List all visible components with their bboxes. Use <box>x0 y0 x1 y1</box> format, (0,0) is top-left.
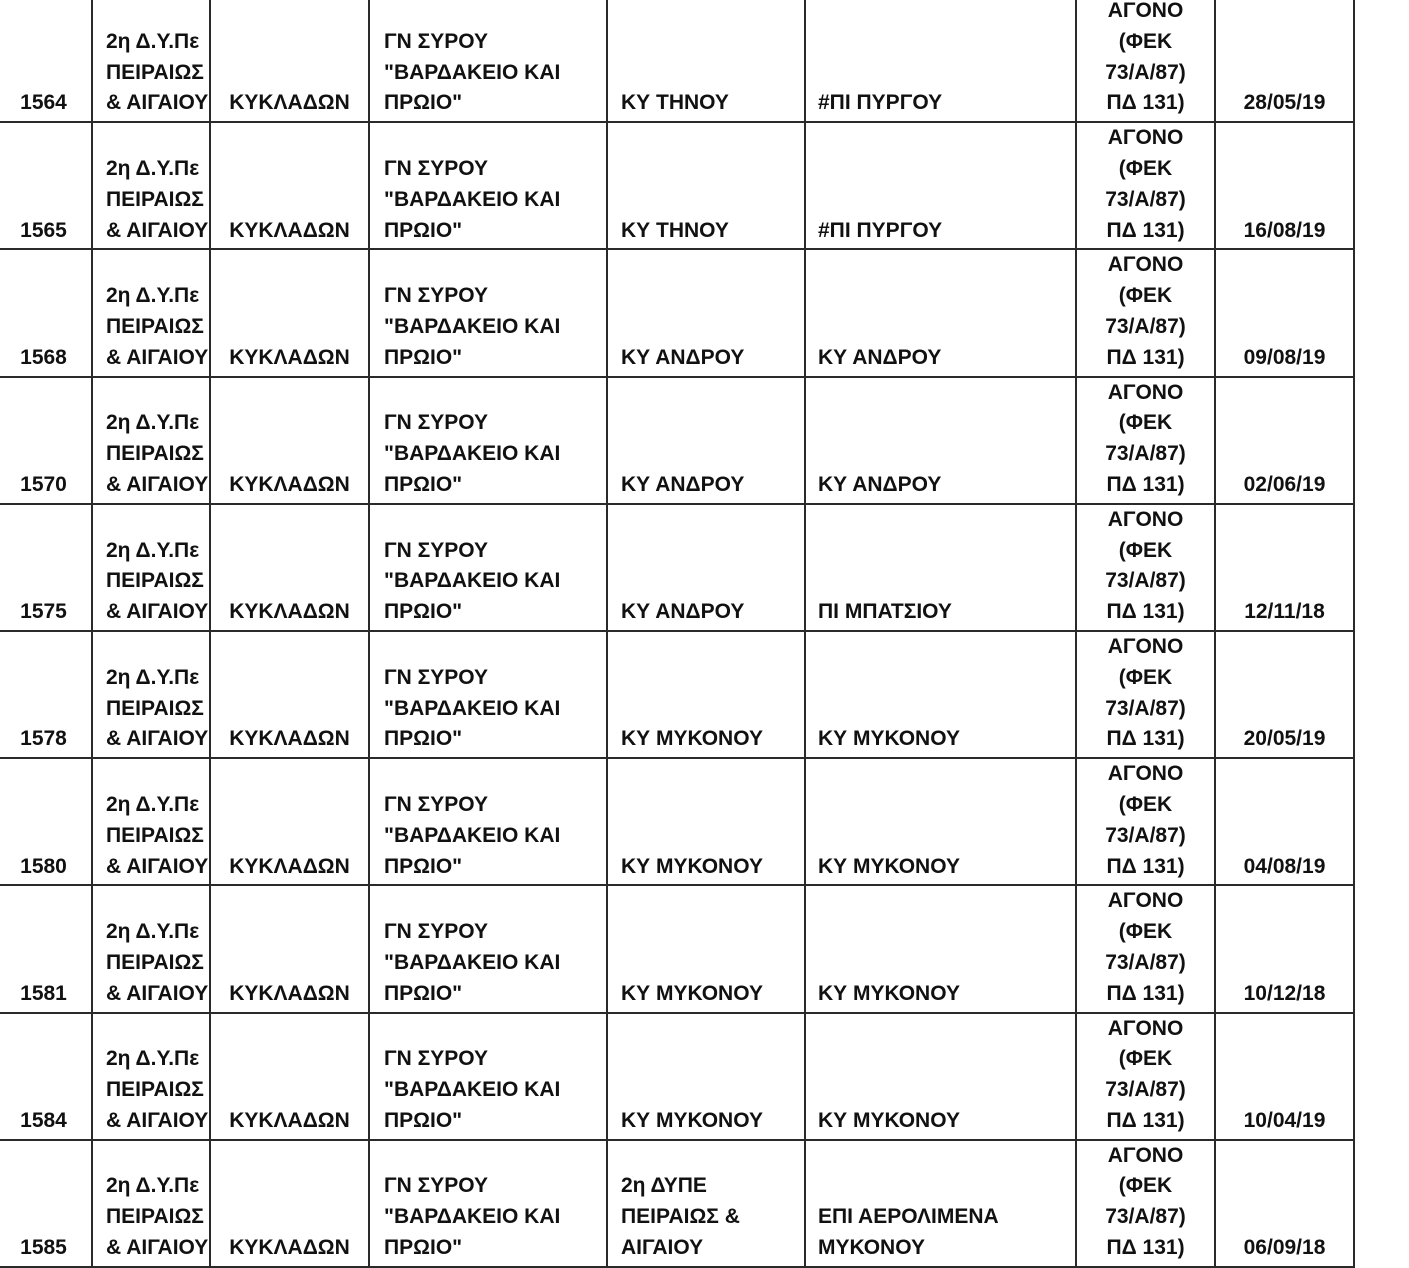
cell-status-line: (ΦΕΚ <box>1118 1047 1173 1071</box>
table-row <box>0 1013 1354 1140</box>
cell-health-unit <box>607 377 805 504</box>
cell-health-unit <box>607 0 805 122</box>
cell-hospital-line: ΓΝ ΣΥΡΟΥ <box>384 538 488 562</box>
cell-status-line: ΑΓΟΝΟ <box>1107 126 1184 150</box>
cell-health-region-line: & ΑΙΓΑΙΟΥ <box>106 345 209 369</box>
cell-status-line: ΑΓΟΝΟ <box>1107 1016 1184 1040</box>
cell-prefecture: ΚΥΚΛΑΔΩΝ <box>210 377 369 504</box>
cell-post <box>805 631 1076 758</box>
cell-hospital-line: ΠΡΩΙΟ" <box>384 472 463 496</box>
cell-health-unit-line: ΚΥ ΜΥΚΟΝΟΥ <box>621 854 763 878</box>
cell-health-unit <box>607 249 805 376</box>
cell-health-region-line: 2η Δ.Υ.Πε <box>106 920 200 944</box>
cell-hospital-line: ΠΡΩΙΟ" <box>384 345 463 369</box>
cell-health-unit <box>607 885 805 1012</box>
cell-health-region-line: ΠΕΙΡΑΙΩΣ <box>106 442 204 466</box>
table-row <box>0 122 1354 249</box>
cell-post <box>805 885 1076 1012</box>
cell-health-region-line: ΠΕΙΡΑΙΩΣ <box>106 314 204 338</box>
cell-status <box>1076 122 1215 249</box>
cell-post-line: #ΠΙ ΠΥΡΓΟΥ <box>818 218 943 242</box>
cell-hospital <box>369 377 607 504</box>
cell-prefecture: ΚΥΚΛΑΔΩΝ <box>210 885 369 1012</box>
cell-prefecture: ΚΥΚΛΑΔΩΝ <box>210 631 369 758</box>
cell-status-line: ΑΓΟΝΟ <box>1107 253 1184 277</box>
table-row <box>0 758 1354 885</box>
cell-health-region-line: ΠΕΙΡΑΙΩΣ <box>106 60 204 84</box>
cell-health-region <box>92 504 210 631</box>
cell-health-region-line: 2η Δ.Υ.Πε <box>106 29 200 53</box>
cell-hospital-line: "ΒΑΡΔΑΚΕΙΟ ΚΑΙ <box>384 950 561 974</box>
table-row <box>0 504 1354 631</box>
cell-post <box>805 377 1076 504</box>
cell-date: 20/05/19 <box>1215 631 1354 758</box>
cell-status <box>1076 1140 1215 1267</box>
cell-date: 16/08/19 <box>1215 122 1354 249</box>
cell-post <box>805 758 1076 885</box>
cell-status-line: (ΦΕΚ <box>1118 665 1173 689</box>
cell-health-region-line: 2η Δ.Υ.Πε <box>106 156 200 180</box>
cell-status-line: 73/Α/87) <box>1105 1205 1186 1229</box>
cell-post-line: ΜΥΚΟΝΟΥ <box>818 1236 925 1260</box>
cell-post <box>805 249 1076 376</box>
cell-id: 1585 <box>0 1140 92 1267</box>
cell-health-unit-line: ΠΕΙΡΑΙΩΣ & <box>621 1205 740 1229</box>
cell-status-line: ΠΔ 131) <box>1106 218 1185 242</box>
cell-prefecture: ΚΥΚΛΑΔΩΝ <box>210 1140 369 1267</box>
cell-hospital <box>369 0 607 122</box>
cell-health-unit-line: ΚΥ ΤΗΝΟΥ <box>621 91 729 115</box>
cell-post <box>805 122 1076 249</box>
cell-health-region-line: ΠΕΙΡΑΙΩΣ <box>106 187 204 211</box>
cell-health-region-line: & ΑΙΓΑΙΟΥ <box>106 727 209 751</box>
cell-health-unit-line: ΚΥ ΜΥΚΟΝΟΥ <box>621 1108 763 1132</box>
cell-hospital-line: ΠΡΩΙΟ" <box>384 727 463 751</box>
cell-date: 12/11/18 <box>1215 504 1354 631</box>
table-row <box>0 885 1354 1012</box>
cell-hospital-line: "ΒΑΡΔΑΚΕΙΟ ΚΑΙ <box>384 1205 561 1229</box>
cell-health-unit-line: ΚΥ ΑΝΔΡΟΥ <box>621 472 745 496</box>
cell-post-line: ΠΙ ΜΠΑΤΣΙΟΥ <box>818 600 952 624</box>
cell-post <box>805 1140 1076 1267</box>
cell-post <box>805 0 1076 122</box>
cell-hospital-line: ΠΡΩΙΟ" <box>384 91 463 115</box>
cell-date: 09/08/19 <box>1215 249 1354 376</box>
cell-status-line: ΠΔ 131) <box>1106 1108 1185 1132</box>
cell-hospital-line: ΓΝ ΣΥΡΟΥ <box>384 411 488 435</box>
cell-health-region <box>92 1140 210 1267</box>
cell-health-unit-line: 2η ΔΥΠΕ <box>621 1174 707 1198</box>
cell-status-line: ΑΓΟΝΟ <box>1107 762 1184 786</box>
cell-hospital <box>369 1013 607 1140</box>
cell-status-line: (ΦΕΚ <box>1118 538 1173 562</box>
cell-hospital-line: "ΒΑΡΔΑΚΕΙΟ ΚΑΙ <box>384 569 561 593</box>
cell-hospital-line: ΓΝ ΣΥΡΟΥ <box>384 792 488 816</box>
cell-hospital <box>369 631 607 758</box>
cell-hospital-line: ΓΝ ΣΥΡΟΥ <box>384 665 488 689</box>
cell-date: 02/06/19 <box>1215 377 1354 504</box>
table-row <box>0 631 1354 758</box>
cell-status-line: ΑΓΟΝΟ <box>1107 889 1184 913</box>
cell-health-region-line: 2η Δ.Υ.Πε <box>106 284 200 308</box>
cell-hospital <box>369 504 607 631</box>
table-row <box>0 1140 1354 1267</box>
cell-status-line: (ΦΕΚ <box>1118 1174 1173 1198</box>
cell-health-region-line: 2η Δ.Υ.Πε <box>106 665 200 689</box>
cell-hospital <box>369 885 607 1012</box>
cell-health-region-line: ΠΕΙΡΑΙΩΣ <box>106 950 204 974</box>
cell-prefecture: ΚΥΚΛΑΔΩΝ <box>210 758 369 885</box>
cell-status-line: 73/Α/87) <box>1105 823 1186 847</box>
cell-id: 1570 <box>0 377 92 504</box>
cell-health-region-line: & ΑΙΓΑΙΟΥ <box>106 472 209 496</box>
cell-status-line: ΠΔ 131) <box>1106 472 1185 496</box>
cell-status-line: (ΦΕΚ <box>1118 411 1173 435</box>
cell-id: 1575 <box>0 504 92 631</box>
cell-health-region-line: 2η Δ.Υ.Πε <box>106 1174 200 1198</box>
cell-post-line: ΚΥ ΑΝΔΡΟΥ <box>818 345 942 369</box>
cell-hospital-line: "ΒΑΡΔΑΚΕΙΟ ΚΑΙ <box>384 442 561 466</box>
cell-prefecture: ΚΥΚΛΑΔΩΝ <box>210 122 369 249</box>
cell-prefecture: ΚΥΚΛΑΔΩΝ <box>210 1013 369 1140</box>
cell-health-unit-line: ΚΥ ΜΥΚΟΝΟΥ <box>621 981 763 1005</box>
cell-health-region-line: ΠΕΙΡΑΙΩΣ <box>106 823 204 847</box>
table-row <box>0 0 1354 122</box>
cell-post-line: ΚΥ ΜΥΚΟΝΟΥ <box>818 854 960 878</box>
cell-health-region-line: & ΑΙΓΑΙΟΥ <box>106 1236 209 1260</box>
cell-post <box>805 504 1076 631</box>
cell-status-line: ΠΔ 131) <box>1106 981 1185 1005</box>
cell-id: 1580 <box>0 758 92 885</box>
cell-status-line: (ΦΕΚ <box>1118 792 1173 816</box>
cell-health-region <box>92 758 210 885</box>
cell-health-unit-line: ΚΥ ΑΝΔΡΟΥ <box>621 345 745 369</box>
cell-status-line: (ΦΕΚ <box>1118 29 1173 53</box>
cell-hospital-line: ΠΡΩΙΟ" <box>384 1236 463 1260</box>
cell-health-region-line: ΠΕΙΡΑΙΩΣ <box>106 1205 204 1229</box>
cell-hospital-line: "ΒΑΡΔΑΚΕΙΟ ΚΑΙ <box>384 1078 561 1102</box>
cell-hospital-line: "ΒΑΡΔΑΚΕΙΟ ΚΑΙ <box>384 314 561 338</box>
cell-hospital-line: ΓΝ ΣΥΡΟΥ <box>384 284 488 308</box>
cell-status <box>1076 249 1215 376</box>
cell-status-line: 73/Α/87) <box>1105 314 1186 338</box>
cell-hospital-line: ΓΝ ΣΥΡΟΥ <box>384 1047 488 1071</box>
cell-health-region <box>92 122 210 249</box>
cell-hospital <box>369 249 607 376</box>
cell-health-unit <box>607 122 805 249</box>
cell-prefecture: ΚΥΚΛΑΔΩΝ <box>210 504 369 631</box>
cell-health-region-line: & ΑΙΓΑΙΟΥ <box>106 1108 209 1132</box>
cell-health-region <box>92 631 210 758</box>
cell-status-line: 73/Α/87) <box>1105 569 1186 593</box>
cell-status-line: ΠΔ 131) <box>1106 600 1185 624</box>
cell-status-line: (ΦΕΚ <box>1118 156 1173 180</box>
cell-hospital-line: ΓΝ ΣΥΡΟΥ <box>384 29 488 53</box>
cell-status <box>1076 758 1215 885</box>
cell-prefecture: ΚΥΚΛΑΔΩΝ <box>210 0 369 122</box>
cell-status <box>1076 1013 1215 1140</box>
cell-hospital-line: "ΒΑΡΔΑΚΕΙΟ ΚΑΙ <box>384 187 561 211</box>
cell-status <box>1076 885 1215 1012</box>
cell-health-unit-line: ΚΥ ΤΗΝΟΥ <box>621 218 729 242</box>
cell-post-line: ΚΥ ΜΥΚΟΝΟΥ <box>818 1108 960 1132</box>
cell-health-region-line: & ΑΙΓΑΙΟΥ <box>106 600 209 624</box>
cell-status-line: ΠΔ 131) <box>1106 345 1185 369</box>
cell-hospital-line: ΓΝ ΣΥΡΟΥ <box>384 156 488 180</box>
cell-status-line: 73/Α/87) <box>1105 696 1186 720</box>
cell-post-line: ΕΠΙ ΑΕΡΟΛΙΜΕΝΑ <box>818 1205 999 1229</box>
cell-health-region-line: 2η Δ.Υ.Πε <box>106 411 200 435</box>
cell-health-region-line: & ΑΙΓΑΙΟΥ <box>106 854 209 878</box>
cell-status-line: 73/Α/87) <box>1105 60 1186 84</box>
cell-date: 28/05/19 <box>1215 0 1354 122</box>
cell-status-line: 73/Α/87) <box>1105 950 1186 974</box>
cell-status-line: 73/Α/87) <box>1105 1078 1186 1102</box>
cell-status-line: ΑΓΟΝΟ <box>1107 1143 1184 1167</box>
cell-health-region-line: & ΑΙΓΑΙΟΥ <box>106 981 209 1005</box>
cell-post-line: ΚΥ ΜΥΚΟΝΟΥ <box>818 981 960 1005</box>
cell-health-region <box>92 0 210 122</box>
cell-health-region-line: & ΑΙΓΑΙΟΥ <box>106 218 209 242</box>
cell-status-line: ΑΓΟΝΟ <box>1107 507 1184 531</box>
cell-status <box>1076 0 1215 122</box>
cell-hospital-line: ΠΡΩΙΟ" <box>384 981 463 1005</box>
cell-status-line: ΑΓΟΝΟ <box>1107 0 1184 22</box>
cell-id: 1568 <box>0 249 92 376</box>
cell-status-line: ΑΓΟΝΟ <box>1107 380 1184 404</box>
cell-id: 1565 <box>0 122 92 249</box>
cell-health-unit-line: ΑΙΓΑΙΟΥ <box>621 1236 704 1260</box>
cell-status-line: (ΦΕΚ <box>1118 920 1173 944</box>
cell-date: 06/09/18 <box>1215 1140 1354 1267</box>
cell-hospital-line: ΓΝ ΣΥΡΟΥ <box>384 920 488 944</box>
cell-date: 10/12/18 <box>1215 885 1354 1012</box>
cell-date: 10/04/19 <box>1215 1013 1354 1140</box>
cell-health-region-line: 2η Δ.Υ.Πε <box>106 792 200 816</box>
cell-hospital-line: ΠΡΩΙΟ" <box>384 1108 463 1132</box>
cell-hospital <box>369 758 607 885</box>
cell-hospital-line: "ΒΑΡΔΑΚΕΙΟ ΚΑΙ <box>384 823 561 847</box>
cell-health-region <box>92 1013 210 1140</box>
cell-status-line: (ΦΕΚ <box>1118 284 1173 308</box>
table-row <box>0 249 1354 376</box>
cell-health-region-line: & ΑΙΓΑΙΟΥ <box>106 91 209 115</box>
cell-health-region <box>92 377 210 504</box>
table-row <box>0 377 1354 504</box>
cell-post-line: ΚΥ ΑΝΔΡΟΥ <box>818 472 942 496</box>
cell-post <box>805 1013 1076 1140</box>
cell-status <box>1076 504 1215 631</box>
cell-health-unit-line: ΚΥ ΑΝΔΡΟΥ <box>621 600 745 624</box>
cell-status-line: ΠΔ 131) <box>1106 854 1185 878</box>
cell-health-region <box>92 249 210 376</box>
cell-health-region-line: 2η Δ.Υ.Πε <box>106 538 200 562</box>
cell-id: 1578 <box>0 631 92 758</box>
cell-hospital-line: ΠΡΩΙΟ" <box>384 218 463 242</box>
cell-hospital-line: ΠΡΩΙΟ" <box>384 600 463 624</box>
cell-health-unit-line: ΚΥ ΜΥΚΟΝΟΥ <box>621 727 763 751</box>
cell-health-region-line: ΠΕΙΡΑΙΩΣ <box>106 1078 204 1102</box>
cell-status-line: ΠΔ 131) <box>1106 727 1185 751</box>
cell-status-line: ΠΔ 131) <box>1106 91 1185 115</box>
cell-prefecture: ΚΥΚΛΑΔΩΝ <box>210 249 369 376</box>
cell-post-line: ΚΥ ΜΥΚΟΝΟΥ <box>818 727 960 751</box>
cell-status <box>1076 631 1215 758</box>
cell-hospital-line: "ΒΑΡΔΑΚΕΙΟ ΚΑΙ <box>384 696 561 720</box>
cell-status-line: ΑΓΟΝΟ <box>1107 634 1184 658</box>
cell-post-line: #ΠΙ ΠΥΡΓΟΥ <box>818 91 943 115</box>
cell-id: 1584 <box>0 1013 92 1140</box>
cell-id: 1581 <box>0 885 92 1012</box>
cell-hospital-line: ΓΝ ΣΥΡΟΥ <box>384 1174 488 1198</box>
cell-status-line: 73/Α/87) <box>1105 187 1186 211</box>
cell-health-unit <box>607 504 805 631</box>
cell-hospital-line: ΠΡΩΙΟ" <box>384 854 463 878</box>
cell-health-unit <box>607 631 805 758</box>
cell-health-region-line: ΠΕΙΡΑΙΩΣ <box>106 696 204 720</box>
cell-health-region <box>92 885 210 1012</box>
cell-health-unit <box>607 1013 805 1140</box>
cell-health-unit <box>607 758 805 885</box>
cell-hospital <box>369 122 607 249</box>
cell-hospital <box>369 1140 607 1267</box>
cell-status-line: 73/Α/87) <box>1105 442 1186 466</box>
cell-status <box>1076 377 1215 504</box>
cell-date: 04/08/19 <box>1215 758 1354 885</box>
cell-hospital-line: "ΒΑΡΔΑΚΕΙΟ ΚΑΙ <box>384 60 561 84</box>
cell-status-line: ΠΔ 131) <box>1106 1236 1185 1260</box>
cell-health-unit <box>607 1140 805 1267</box>
cell-health-region-line: 2η Δ.Υ.Πε <box>106 1047 200 1071</box>
cell-id: 1564 <box>0 0 92 122</box>
cell-health-region-line: ΠΕΙΡΑΙΩΣ <box>106 569 204 593</box>
